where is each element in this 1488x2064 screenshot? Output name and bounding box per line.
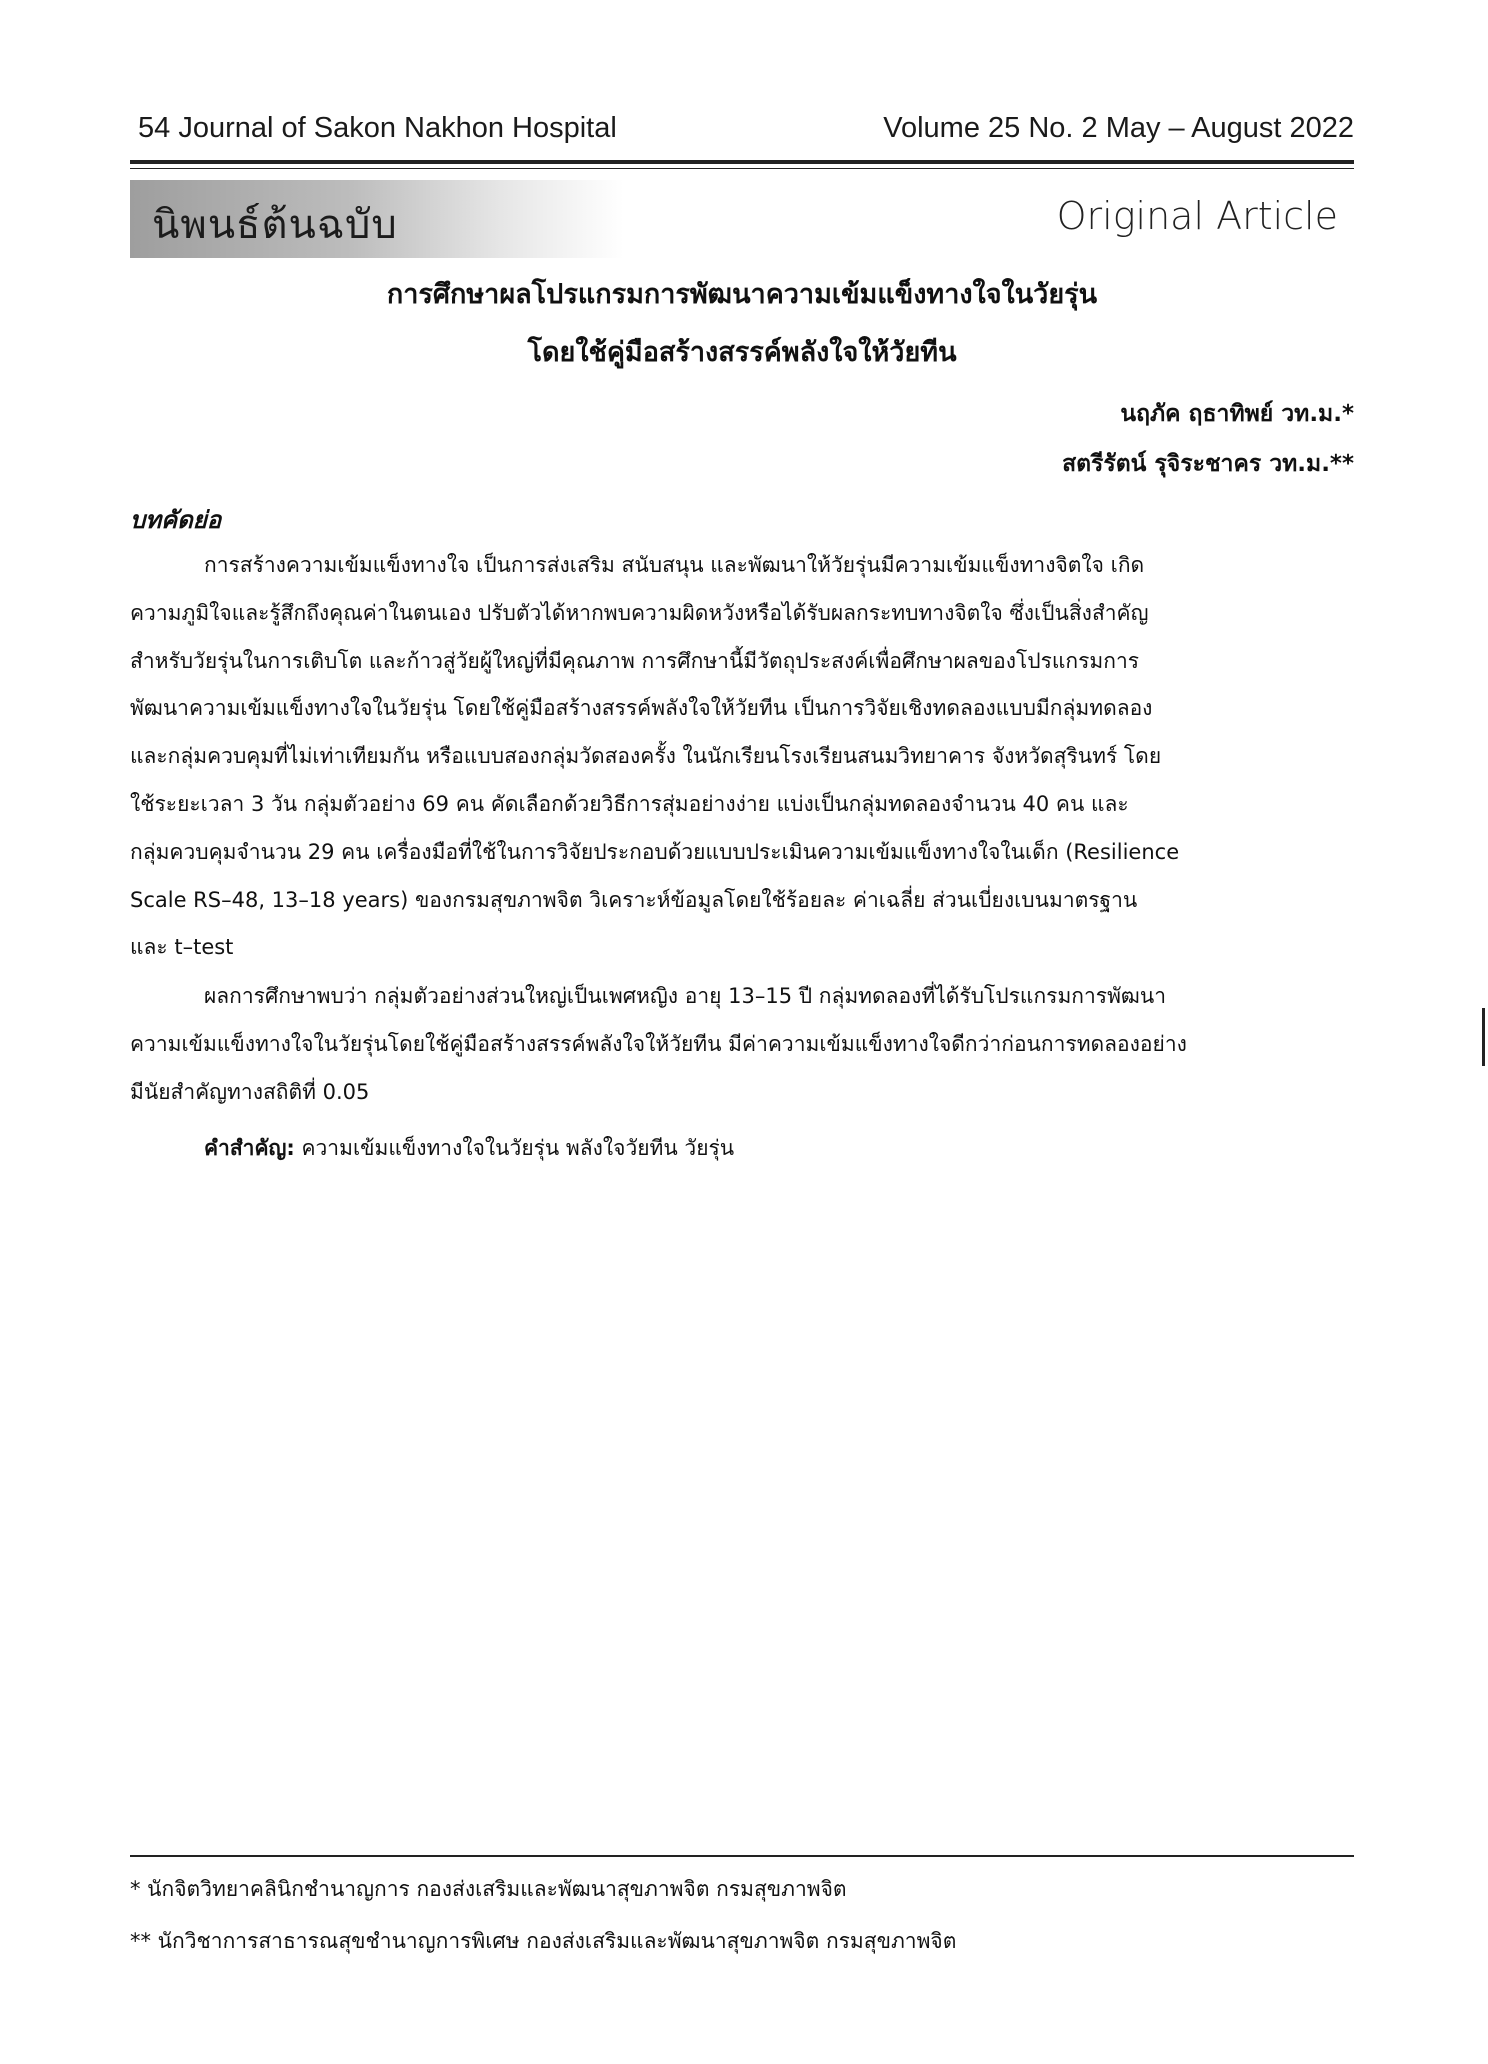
keywords [204,1132,734,1165]
footnote-rule [130,1855,1354,1857]
abstract-line: ความเข้มแข็งทางใจในวัยรุ่นโดยใช้คู่มือสร้างสรรค์พลังใจให้วัยทีน มีค่าความเข้มแข็งทางใจดีกว่าก่อนการทดลองอย่าง [130,1031,1187,1056]
abstract-paragraph-1 [130,542,1354,972]
abstract-line: พัฒนาความเข้มแข็งทางใจในวัยรุ่น โดยใช้คู่มือสร้างสรรค์พลังใจให้วัยทีน เป็นการวิจัยเชิงทดลองแบบมีกลุ่มทดลอง [130,696,1153,721]
keywords-list: ความเข้มแข็งทางใจในวัยรุ่น พลังใจวัยทีน วัยรุ่น [294,1136,735,1160]
header-rule-thick [130,160,1354,164]
abstract-line: ความภูมิใจและรู้สึกถึงคุณค่าในตนเอง ปรับตัวได้หากพบความผิดหวังหรือได้รับผลกระทบทางจิตใจ ซึ่งเป็นสิ่งสำคัญ [130,600,1149,625]
abstract-line: มีนัยสำคัญทางสถิติที่ 0.05 [130,1079,370,1104]
footnote-2: ** นักวิชาการสาธารณสุขชำนาญการพิเศษ กองส่งเสริมและพัฒนาสุขภาพจิต กรมสุขภาพจิต [130,1929,957,1953]
abstract-line: การสร้างความเข้มแข็งทางใจ เป็นการส่งเสริม สนับสนุน และพัฒนาให้วัยรุ่นมีความเข้มแข็งทางจิตใจ เกิด [204,553,1145,577]
margin-mark [1482,1008,1485,1066]
abstract-line: และ t–test [130,935,234,960]
keywords-label: คำสำคัญ: [204,1136,295,1160]
abstract-line: Scale RS–48, 13–18 years) ของกรมสุขภาพจิต วิเคราะห์ข้อมูลโดยใช้ร้อยละ ค่าเฉลี่ย ส่วนเบี่ยงเบนมาตรฐาน [130,887,1138,912]
abstract-line: กลุ่มควบคุมจำนวน 29 คน เครื่องมือที่ใช้ในการวิจัยประกอบด้วยแบบประเมินความเข้มแข็งทางใจในเด็ก (Resilience [130,839,1180,864]
article-title-line-1: การศึกษาผลโปรแกรมการพัฒนาความเข้มแข็งทางใจในวัยรุ่น [386,279,1098,310]
abstract-line: ผลการศึกษาพบว่า กลุ่มตัวอย่างส่วนใหญ่เป็นเพศหญิง อายุ 13–15 ปี กลุ่มทดลองที่ได้รับโปรแกรมการพัฒนา [204,984,1167,1008]
running-header-issue: Volume 25 No. 2 May – August 2022 [883,112,1354,144]
running-header-journal: 54 Journal of Sakon Nakhon Hospital [138,112,617,144]
header-rule-thin [130,168,1354,169]
article-type-thai: นิพนธ์ต้นฉบับ [152,202,398,248]
article-title-line-2: โดยใช้คู่มือสร้างสรรค์พลังใจให้วัยทีน [527,337,957,368]
abstract-line: ใช้ระยะเวลา 3 วัน กลุ่มตัวอย่าง 69 คน คัดเลือกด้วยวิธีการสุ่มอย่างง่าย แบ่งเป็นกลุ่มทดลองจำนวน 40 คน และ [130,791,1129,816]
article-type-english: Original Article [1056,194,1338,238]
author-1: นฤภัค ฤธาทิพย์ วท.ม.* [1120,401,1354,427]
abstract-line: และกลุ่มควบคุมที่ไม่เท่าเทียมกัน หรือแบบสองกลุ่มวัดสองครั้ง ในนักเรียนโรงเรียนสนมวิทยาคาร จังหวัดสุรินทร์ โดย [130,744,1162,769]
footnote-1: * นักจิตวิทยาคลินิกชำนาญการ กองส่งเสริมและพัฒนาสุขภาพจิต กรมสุขภาพจิต [130,1877,847,1901]
abstract-heading: บทคัดย่อ [130,506,222,534]
abstract-paragraph-2 [130,973,1354,1116]
author-2: สตรีรัตน์ รุจิระชาคร วท.ม.** [1062,451,1354,477]
abstract-line: สำหรับวัยรุ่นในการเติบโต และก้าวสู่วัยผู้ใหญ่ที่มีคุณภาพ การศึกษานี้มีวัตถุประสงค์เพื่อศึกษาผลของโปรแกรมการ [130,648,1140,673]
